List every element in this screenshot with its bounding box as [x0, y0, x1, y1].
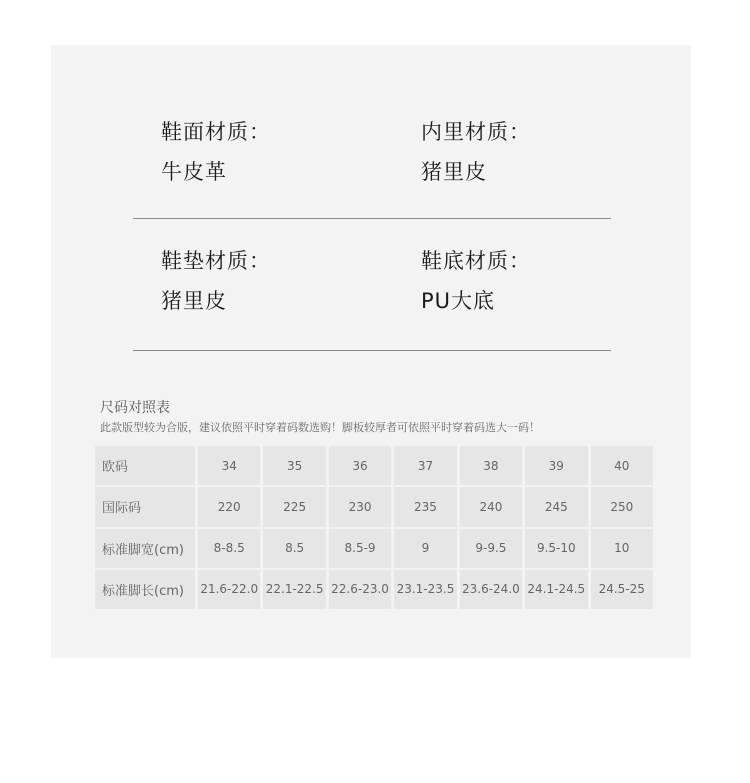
insole-material [161, 246, 271, 316]
divider-bottom [133, 350, 611, 351]
sole-material [421, 246, 531, 316]
table-cell: 22.1-22.5 [263, 570, 325, 609]
row-header: 欧码 [95, 446, 195, 485]
size-chart-table [92, 444, 656, 611]
table-cell: 240 [460, 487, 522, 526]
size-chart-note: 此款版型较为合版，建议依照平时穿着码数选购！脚板较厚者可依照平时穿着码选大一码！ [100, 421, 540, 434]
table-cell: 225 [263, 487, 325, 526]
table-cell: 23.6-24.0 [460, 570, 522, 609]
table-cell: 230 [329, 487, 391, 526]
table-cell: 250 [591, 487, 653, 526]
lining-material-value: 猪里皮 [421, 160, 487, 184]
table-cell: 8.5-9 [329, 529, 391, 568]
table-row [95, 529, 653, 568]
table-row [95, 446, 653, 485]
row-header: 国际码 [95, 487, 195, 526]
sole-material-label: 鞋底材质： [421, 249, 531, 273]
sole-material-value: PU大底 [421, 289, 496, 313]
table-cell: 24.5-25 [591, 570, 653, 609]
table-cell: 235 [394, 487, 456, 526]
table-cell: 21.6-22.0 [198, 570, 260, 609]
upper-material-label: 鞋面材质： [161, 120, 271, 144]
table-cell: 37 [394, 446, 456, 485]
table-cell: 23.1-23.5 [394, 570, 456, 609]
table-row [95, 487, 653, 526]
table-cell: 9 [394, 529, 456, 568]
table-cell: 22.6-23.0 [329, 570, 391, 609]
insole-material-label: 鞋垫材质： [161, 249, 271, 273]
table-cell: 8.5 [263, 529, 325, 568]
table-cell: 34 [198, 446, 260, 485]
table-row [95, 570, 653, 609]
row-header: 标准脚宽(cm) [95, 529, 195, 568]
insole-material-value: 猪里皮 [161, 289, 227, 313]
upper-material-value: 牛皮革 [161, 160, 227, 184]
lining-material [421, 117, 531, 187]
table-cell: 24.1-24.5 [525, 570, 587, 609]
table-cell: 8-8.5 [198, 529, 260, 568]
lining-material-label: 内里材质： [421, 120, 531, 144]
table-cell: 35 [263, 446, 325, 485]
table-cell: 245 [525, 487, 587, 526]
divider-top [133, 218, 611, 219]
table-cell: 9.5-10 [525, 529, 587, 568]
table-cell: 220 [198, 487, 260, 526]
table-cell: 9-9.5 [460, 529, 522, 568]
table-cell: 39 [525, 446, 587, 485]
table-cell: 38 [460, 446, 522, 485]
product-info-panel [51, 45, 691, 658]
table-cell: 40 [591, 446, 653, 485]
row-header: 标准脚长(cm) [95, 570, 195, 609]
table-cell: 10 [591, 529, 653, 568]
size-chart-title: 尺码对照表 [100, 400, 170, 416]
upper-material [161, 117, 271, 187]
table-cell: 36 [329, 446, 391, 485]
